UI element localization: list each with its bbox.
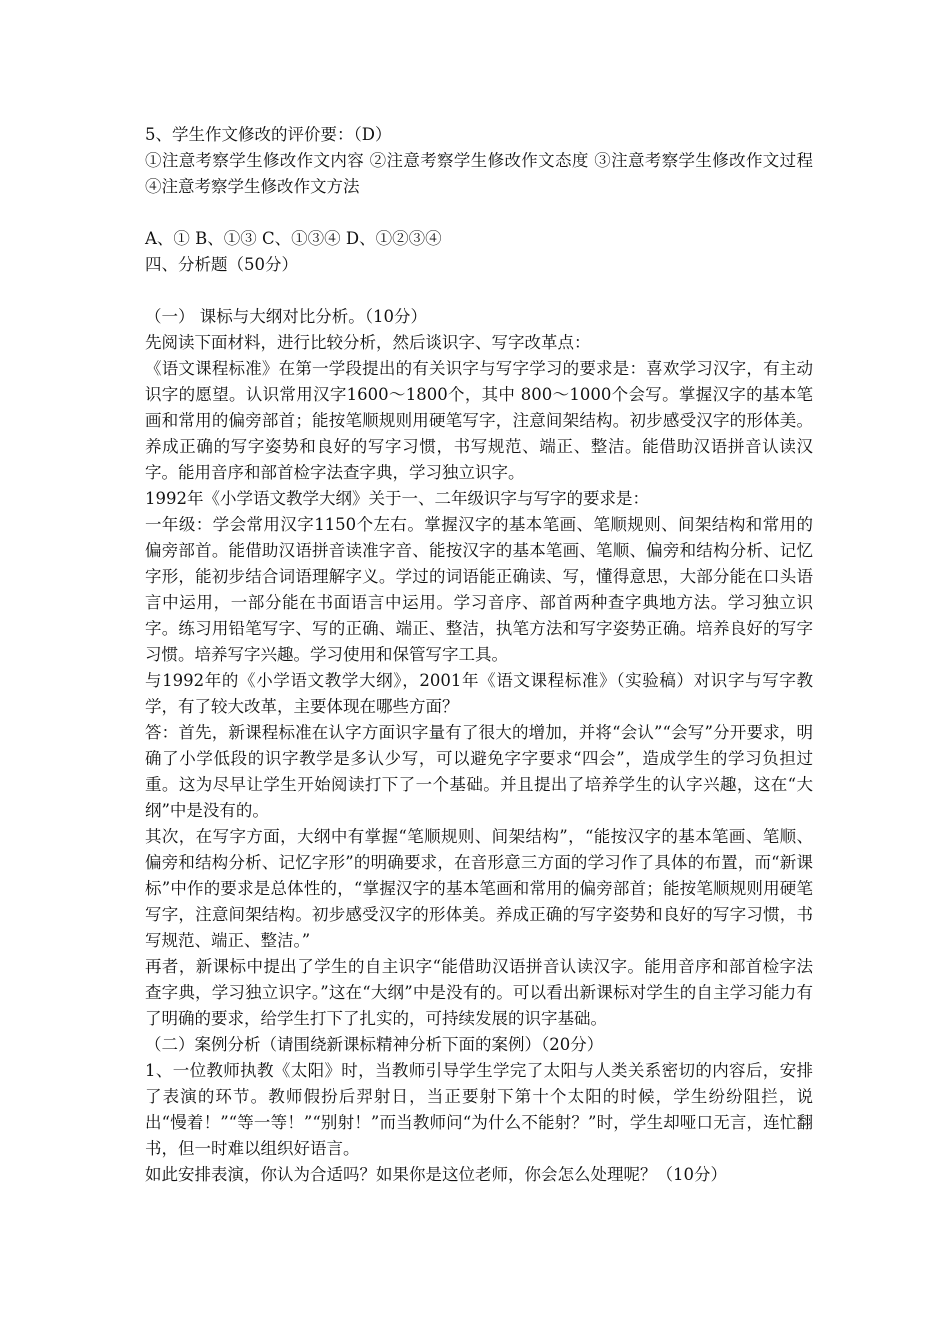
- part1-intro: 先阅读下面材料，进行比较分析，然后谈识字、写字改革点：: [145, 333, 591, 352]
- part1-question: 与1992年的《小学语文教学大纲》，2001年《语文课程标准》（实验稿）对识字与写字教学，有了较大改革，主要体现在哪些方面？: [145, 671, 813, 716]
- question5-options: A、① B、①③ C、①③④ D、①②③④: [145, 229, 442, 248]
- section4-title: 四、分析题（50分）: [145, 255, 298, 274]
- question5-statements: ①注意考察学生修改作文内容 ②注意考察学生修改作文态度 ③注意考察学生修改作文过程 ④注意考察学生修改作文方法: [145, 151, 813, 196]
- part2-heading: （二）案例分析（请围绕新课标精神分析下面的案例）（20分）: [145, 1035, 604, 1054]
- part1-heading: （一） 课标与大纲对比分析。（10分）: [145, 307, 427, 326]
- answer-paragraph-2: 其次，在写字方面，大纲中有掌握“笔顺规则、间架结构”，“能按汉字的基本笔画、笔顺、偏旁和结构分析、记忆字形”的明确要求，在音形意三方面的学习作了具体的布置，而“新课标”中作的要求是总体性的，“掌握汉字的基本笔画和常用的偏旁部首；能按笔顺规则用硬笔写字，注意间架结构。初步感受汉字的形体美。养成正确的写字姿势和良好的写字习惯，书写规范、端正、整洁。”: [145, 827, 813, 950]
- document-page: [145, 122, 813, 1188]
- blank-line: [145, 200, 813, 226]
- syllabus-title: 1992年《小学语文教学大纲》关于一、二年级识字与写字的要求是：: [145, 489, 649, 508]
- blank-line: [145, 278, 813, 304]
- case1-text: 1、一位教师执教《太阳》时，当教师引导学生学完了太阳与人类关系密切的内容后，安排了表演的环节。教师假扮后羿射日，当正要射下第十个太阳的时候，学生纷纷阻拦，说出“慢着！”“等一等！”“别射！”而当教师问“为什么不能射？”时，学生却哑口无言，连忙翻书，但一时难以组织好语言。: [145, 1061, 813, 1158]
- curriculum-standard-text: 《语文课程标准》在第一学段提出的有关识字与写字学习的要求是：喜欢学习汉字，有主动识字的愿望。认识常用汉字1600～1800个，其中 800～1000个会写。掌握汉字的基本笔画和常用的偏旁部首；能按笔顺规则用硬笔写字，注意间架结构。初步感受汉字的形体美。养成正确的写字姿势和良好的写字习惯，书写规范、端正、整洁。能借助汉语拼音认读汉字。能用音序和部首检字法查字典，学习独立识字。: [145, 359, 813, 482]
- answer-paragraph-3: 再者，新课标中提出了学生的自主识字“能借助汉语拼音认读汉字。能用音序和部首检字法查字典，学习独立识字。”这在“大纲”中是没有的。可以看出新课标对学生的自主学习能力有了明确的要求，给学生打下了扎实的，可持续发展的识字基础。: [145, 957, 813, 1028]
- question5-stem: 5、学生作文修改的评价要：（D）: [145, 125, 392, 144]
- syllabus-grade1-text: 一年级：学会常用汉字1150个左右。掌握汉字的基本笔画、笔顺规则、间架结构和常用的偏旁部首。能借助汉语拼音读准字音、能按汉字的基本笔画、笔顺、偏旁和结构分析、记忆字形，能初步结合词语理解字义。学过的词语能正确读、写，懂得意思，大部分能在口头语言中运用，一部分能在书面语言中运用。学习音序、部首两种查字典地方法。学习独立识字。练习用铅笔写字、写的正确、端正、整洁，执笔方法和写字姿势正确。培养良好的写字习惯。培养写字兴趣。学习使用和保管写字工具。: [145, 515, 813, 664]
- answer-paragraph-1: 答：首先，新课程标准在认字方面识字量有了很大的增加，并将“会认”“会写”分开要求，明确了小学低段的识字教学是多认少写，可以避免字字要求“四会”，造成学生的学习负担过重。这为尽早让学生开始阅读打下了一个基础。并且提出了培养学生的认字兴趣，这在“大纲”中是没有的。: [145, 723, 813, 820]
- case1-question: 如此安排表演，你认为合适吗？如果你是这位老师，你会怎么处理呢？（10分）: [145, 1165, 727, 1184]
